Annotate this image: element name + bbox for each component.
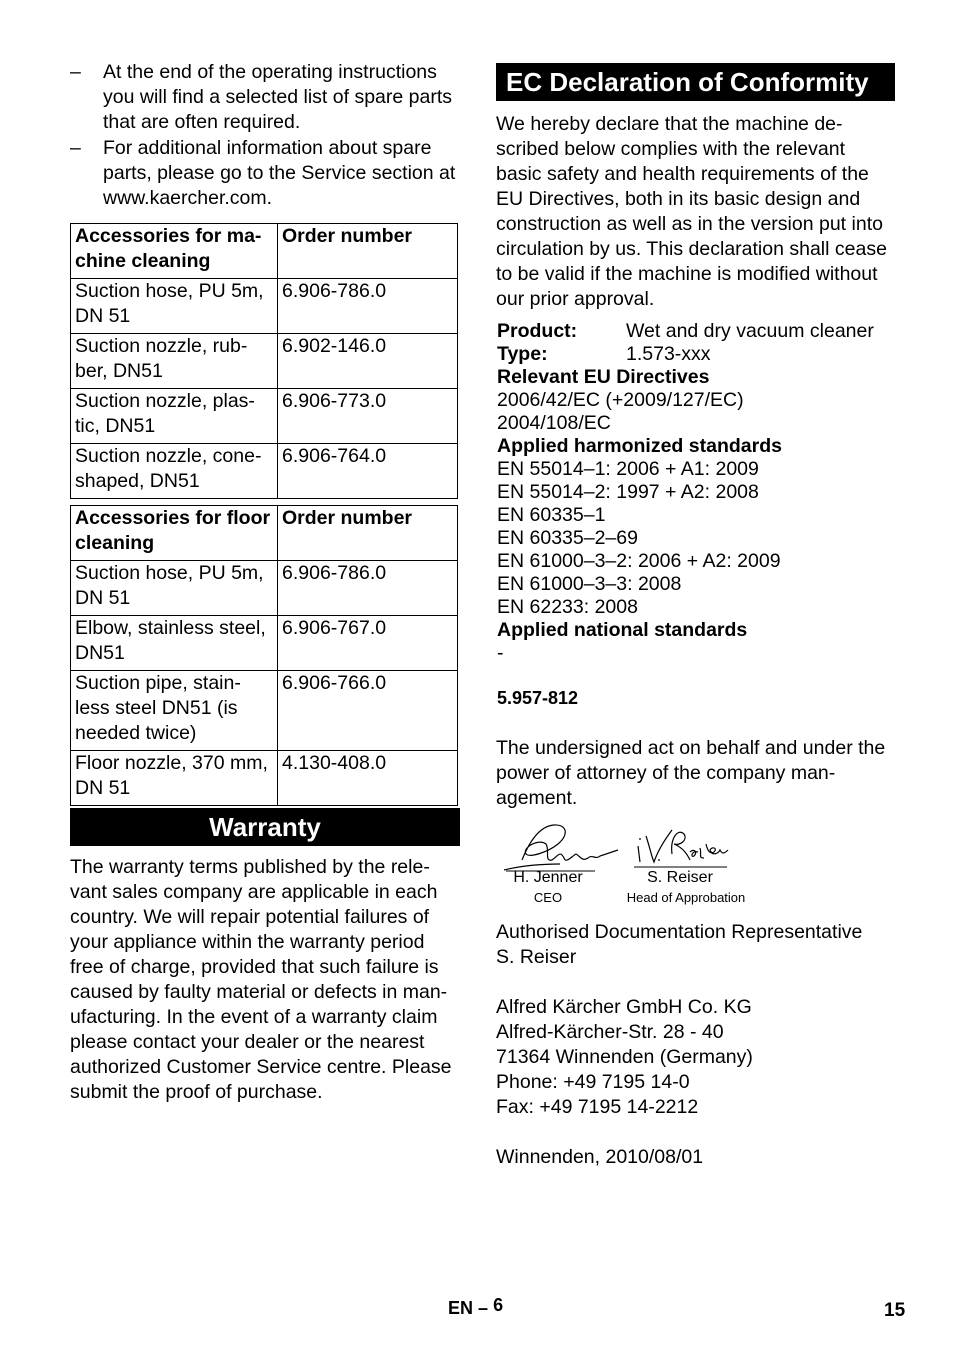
bullet-dash: –	[70, 137, 81, 159]
intro-bullet	[70, 136, 460, 211]
jenner-signature	[500, 820, 625, 876]
representative-label: Authorised Documentation Representative	[496, 921, 863, 943]
product-value: Wet and dry vacuum cleaner	[626, 320, 874, 342]
company-city: 71364 Winnenden (Germany)	[496, 1046, 753, 1068]
order-number: 6.906-766.0	[278, 671, 458, 751]
directives-heading: Relevant EU Directives	[497, 366, 710, 388]
footer-dash: –	[478, 1298, 489, 1318]
product-label: Product:	[497, 320, 578, 342]
order-number: 6.906-786.0	[278, 561, 458, 616]
floor-accessories-table	[70, 505, 458, 806]
company-name: Alfred Kärcher GmbH Co. KG	[496, 996, 752, 1018]
signatory-name: S. Reiser	[647, 869, 713, 886]
table-header-row	[71, 224, 458, 279]
type-label: Type:	[497, 343, 548, 365]
product-row	[497, 320, 897, 343]
footer-language	[448, 1295, 504, 1319]
directive-item: 2006/42/EC (+2009/127/EC)	[497, 389, 744, 411]
representative-block	[496, 920, 892, 1170]
standard-item: EN 62233: 2008	[497, 596, 638, 618]
place-date: Winnenden, 2010/08/01	[496, 1146, 704, 1168]
document-number: 5.957-812	[497, 688, 579, 708]
table-header-cell: Order number	[278, 506, 458, 561]
signatory-role: CEO	[533, 890, 563, 905]
ec-spec-block	[497, 320, 897, 665]
accessory-name: Suction nozzle, rub-ber, DN51	[71, 334, 278, 389]
signatory-role: Head of Approbation	[626, 890, 746, 905]
table-row	[71, 751, 458, 806]
accessory-name: Suction nozzle, plas-tic, DN51	[71, 389, 278, 444]
standard-item: EN 60335–2–69	[497, 527, 638, 549]
ec-declaration-heading: EC Declaration of Conformity	[496, 63, 895, 101]
bullet-text: At the end of the operating instructions you will find a selected list of spare parts that are often required.	[103, 61, 453, 133]
national-heading: Applied national standards	[497, 619, 748, 641]
accessory-name: Suction hose, PU 5m, DN 51	[71, 561, 278, 616]
table-header-cell: Accessories for ma-chine cleaning	[71, 224, 278, 279]
table-row	[71, 671, 458, 751]
footer-section-page: 6	[493, 1295, 504, 1315]
standard-item: EN 55014–1: 2006 + A1: 2009	[497, 458, 759, 480]
directive-item: 2004/108/EC	[497, 412, 611, 434]
order-number: 6.906-764.0	[278, 444, 458, 499]
table-header-cell: Accessories for floor cleaning	[71, 506, 278, 561]
ec-intro-text: We hereby declare that the machine de-scribed below complies with the relevant basic safety and health requirements of the EU Directives, both in its basic design and construction as well as in the version put into circulation by us. This declaration shall cease to be valid if the machine is modified without our prior approval.	[496, 113, 887, 310]
accessory-name: Suction hose, PU 5m, DN 51	[71, 279, 278, 334]
accessory-name: Floor nozzle, 370 mm, DN 51	[71, 751, 278, 806]
standard-item: EN 60335–1	[497, 504, 606, 526]
table-row	[71, 389, 458, 444]
standard-item: EN 61000–3–2: 2006 + A2: 2009	[497, 550, 781, 572]
signatory-name: H. Jenner	[513, 869, 583, 886]
table-row	[71, 279, 458, 334]
accessory-name: Suction pipe, stain-less steel DN51 (is needed twice)	[71, 671, 278, 751]
table-row	[71, 444, 458, 499]
order-number: 6.906-767.0	[278, 616, 458, 671]
table-header-row	[71, 506, 458, 561]
company-fax: Fax: +49 7195 14-2212	[496, 1096, 699, 1118]
national-value: -	[497, 642, 504, 664]
undersigned-text: The undersigned act on behalf and under the power of attorney of the company man-agement.	[496, 737, 886, 809]
warranty-heading: Warranty	[70, 808, 460, 846]
page-number: 15	[884, 1300, 906, 1321]
intro-bullet	[70, 60, 460, 135]
company-phone: Phone: +49 7195 14-0	[496, 1071, 690, 1093]
order-number: 6.906-773.0	[278, 389, 458, 444]
harmonized-heading: Applied harmonized standards	[497, 435, 782, 457]
accessory-name: Suction nozzle, cone-shaped, DN51	[71, 444, 278, 499]
table-row	[71, 616, 458, 671]
type-row	[497, 343, 897, 366]
accessory-name: Elbow, stainless steel, DN51	[71, 616, 278, 671]
standard-item: EN 61000–3–3: 2008	[497, 573, 682, 595]
bullet-text: For additional information about spare parts, please go to the Service section at www.kaercher.com.	[103, 137, 456, 209]
standard-item: EN 55014–2: 1997 + A2: 2008	[497, 481, 759, 503]
table-row	[71, 334, 458, 389]
order-number: 6.906-786.0	[278, 279, 458, 334]
type-value: 1.573-xxx	[626, 343, 711, 365]
intro-bullet-list	[70, 60, 460, 212]
bullet-dash: –	[70, 61, 81, 83]
order-number: 6.902-146.0	[278, 334, 458, 389]
company-street: Alfred-Kärcher-Str. 28 - 40	[496, 1021, 724, 1043]
machine-accessories-table	[70, 223, 458, 499]
order-number: 4.130-408.0	[278, 751, 458, 806]
warranty-text: The warranty terms published by the rele-vant sales company are applicable in each country. We will repair potential failures of your appliance within the warranty period free of charge, provided that such failure is caused by faulty material or defects in man-ufacturing. In the event of a warranty claim please contact your dealer or the nearest authorized Customer Service centre. Please submit the proof of purchase.	[70, 856, 452, 1103]
table-header-cell: Order number	[278, 224, 458, 279]
reiser-signature	[632, 824, 732, 872]
footer-lang-code: EN	[448, 1298, 474, 1318]
table-row	[71, 561, 458, 616]
representative-name: S. Reiser	[496, 946, 577, 968]
